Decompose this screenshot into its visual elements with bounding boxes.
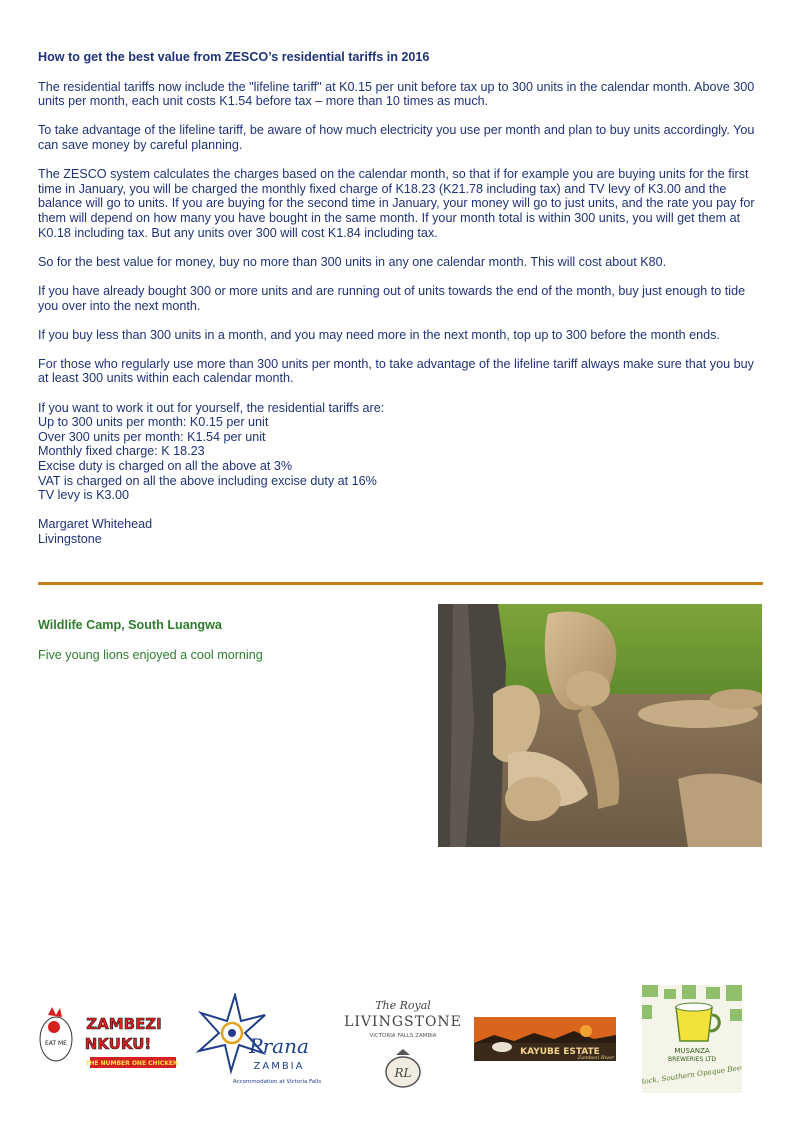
logo-text: LIVINGSTONE <box>344 1014 462 1030</box>
logo-monogram: RL <box>394 1066 412 1080</box>
logo-text: BREWERIES LTD <box>667 1056 717 1063</box>
divider-rule <box>38 582 763 585</box>
logo-text: ZAMBEZI <box>86 1015 162 1033</box>
logo-tagline: Accommodation at Victoria Falls <box>232 1079 322 1085</box>
logo-text: VICTORIA FALLS ZAMBIA <box>369 1033 437 1039</box>
author-location: Livingstone <box>38 532 102 546</box>
logo-text: NKUKU! <box>84 1035 152 1053</box>
logo-text: Prana <box>249 1034 309 1058</box>
tariff-line: VAT is charged on all the above including excise duty at 16% <box>38 473 377 488</box>
logo-tagline: Zambezi River <box>577 1055 615 1061</box>
tariff-line: If you want to work it out for yourself, the residential tariffs are: <box>38 400 385 415</box>
logo-text: ZAMBIA <box>253 1061 305 1072</box>
sponsor-logos <box>0 985 800 1095</box>
paragraph: If you have already bought 300 or more units and are running out of units towards the end of the month, buy just enough to tide you over into the next month. <box>38 283 746 313</box>
article <box>38 50 763 547</box>
logo-tagline: THE NUMBER ONE CHICKEN! <box>85 1060 178 1067</box>
tariff-line: Up to 300 units per month: K0.15 per unit <box>38 415 269 430</box>
wildlife-section <box>38 618 263 662</box>
zambezi-nkuku-logo <box>38 1005 178 1073</box>
paragraph: The ZESCO system calculates the charges based on the calendar month, so that if for example you are buying units for the first time in January, you will be charged the monthly fixed charge of K18.23 (K21.78 including tax) and TV levy of K3.00 and the balance will go to units. If you are buying for the second time in January, your money will go to just units, and the rate you pay for them will depend on how many you have bought in the same month. If your month total is within 300 units, you will get them at K0.18 including tax. But any units over 300 will cost K1.84 including tax. <box>38 167 755 240</box>
wildlife-title: Wildlife Camp, South Luangwa <box>38 618 222 632</box>
logo-text: KAYUBE ESTATE <box>520 1047 600 1057</box>
musanza-breweries-logo <box>642 985 742 1093</box>
logo-badge: EAT ME <box>45 1040 67 1047</box>
kayube-estate-logo <box>474 1017 616 1061</box>
logo-text: The Royal <box>375 999 431 1012</box>
tariff-line: Excise duty is charged on all the above at 3% <box>38 459 293 474</box>
paragraph: So for the best value for money, buy no more than 300 units in any one calendar month. This will cost about K80. <box>38 254 667 269</box>
lions-photo <box>438 604 762 847</box>
tariff-line: TV levy is K3.00 <box>38 488 129 503</box>
paragraph: For those who regularly use more than 300 units per month, to take advantage of the lifeline tariff always make sure that you buy at least 300 units within each calendar month. <box>38 356 754 386</box>
logo-script: Rock, Southern Opaque Beer <box>642 1062 742 1087</box>
paragraph: The residential tariffs now include the "lifeline tariff" at K0.15 per unit before tax up to 300 units in the calendar month. Above 300 units per month, each unit costs K1.54 before tax – more than 10 times as much. <box>38 79 755 109</box>
paragraph: If you buy less than 300 units in a month, and you may need more in the next month, top up to 300 before the month ends. <box>38 327 720 342</box>
tariff-line: Monthly fixed charge: K 18.23 <box>38 444 205 459</box>
tariff-line: Over 300 units per month: K1.54 per unit <box>38 429 266 444</box>
tariff-list <box>38 401 763 503</box>
royal-livingstone-logo <box>330 995 476 1093</box>
paragraph: To take advantage of the lifeline tariff, be aware of how much electricity you use per month and plan to buy units accordingly. You can save money by careful planning. <box>38 123 755 152</box>
signature <box>38 517 763 546</box>
prana-zambia-logo <box>185 993 325 1089</box>
wildlife-caption: Five young lions enjoyed a cool morning <box>38 648 263 662</box>
logo-text: MUSANZA <box>674 1047 710 1055</box>
author-name: Margaret Whitehead <box>38 517 153 532</box>
article-heading: How to get the best value from ZESCO’s residential tariffs in 2016 <box>38 50 430 64</box>
